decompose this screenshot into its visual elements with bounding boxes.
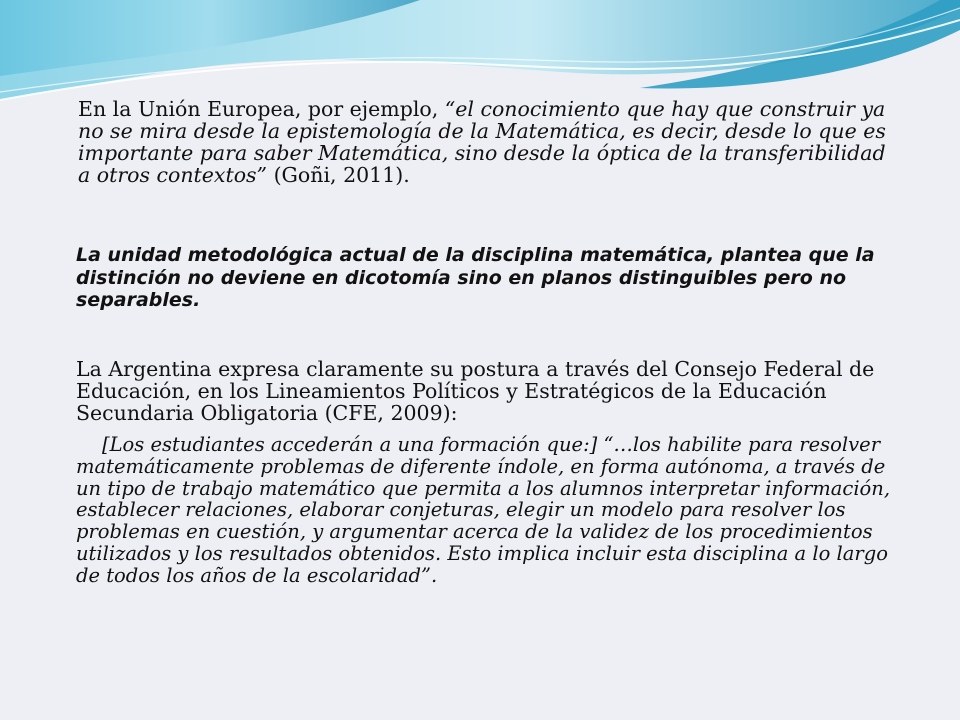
paragraph-argentina: La Argentina expresa claramente su postura a través del Consejo Federal de Educación, en los Lineamientos Políticos y Estratégicos de la Educación Secundaria Obligatoria (CFE, 2009): [76,357,875,425]
paragraph-methodological-unit: La unidad metodológica actual de la disciplina matemática, plantea que la distinción no deviene en dicotomía sino en planos distinguibles pero no separables. [76,244,875,311]
decorative-wave-banner [0,0,960,110]
paragraph-eu [78,98,894,186]
cfe-quote-text: [Los estudiantes accederán a una formación que:] “…los habilite para resolver matemáticamente problemas de diferente índole, en forma autónoma, a través de un tipo de trabajo matemático que permita a los alumnos interpretar información, establecer relaciones, elaborar conjeturas, elegir un modelo para resolver los problemas en cuestión, y argumentar acerca de la validez de los procedimientos utilizados y los resultados obtenidos. Esto implica incluir esta disciplina a lo largo de todos los años de la escolaridad”. [76,433,891,587]
paragraph-cfe-quote [76,434,896,587]
eu-lead-text: En la Unión Europea, por ejemplo, [78,97,445,121]
eu-citation: (Goñi, 2011). [267,163,410,187]
eu-quote: “el conocimiento que hay que construir ya no se mira desde la epistemología de la Matemática, es decir, desde lo que es importante para saber Matemática, sino desde la óptica de la transferibilidad a otros contextos” [78,97,886,187]
